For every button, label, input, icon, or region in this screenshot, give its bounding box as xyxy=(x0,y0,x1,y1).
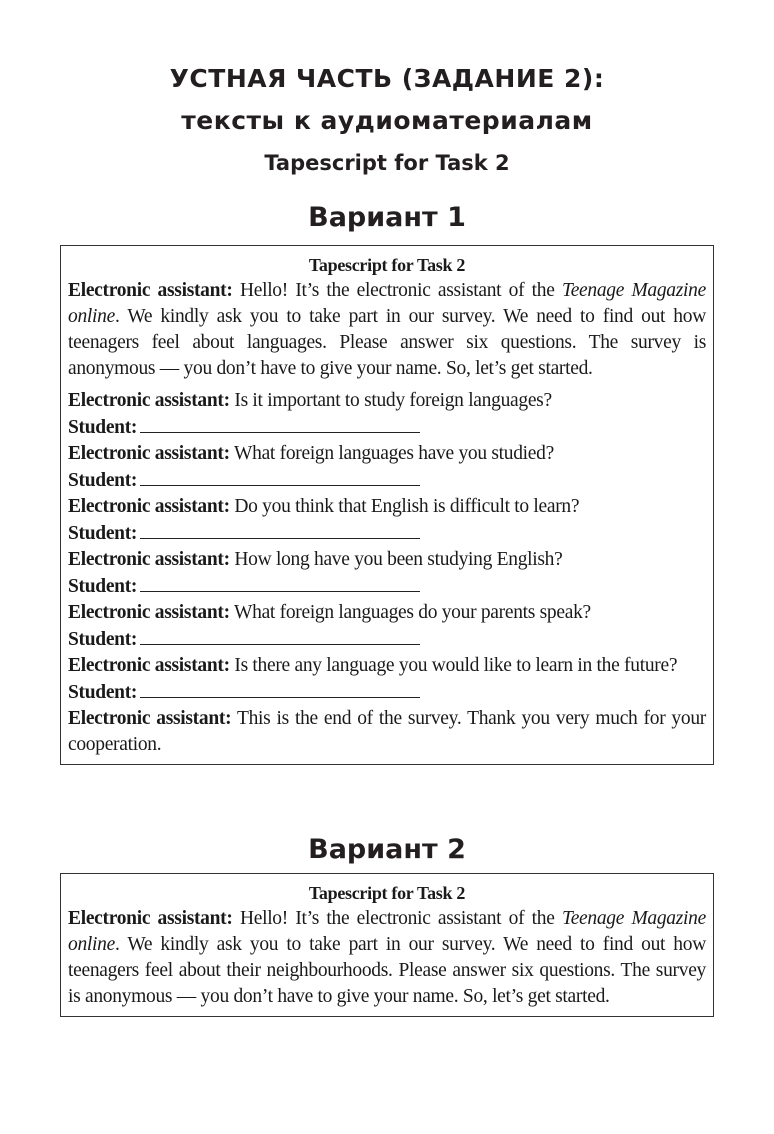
dialogue-line xyxy=(68,706,706,758)
dialogue xyxy=(68,388,706,758)
answer-blank xyxy=(140,679,420,698)
question-text: Is it important to study foreign languages? xyxy=(229,390,552,411)
dialogue-line xyxy=(68,520,706,547)
speaker: Student: xyxy=(68,470,138,491)
speaker: Student: xyxy=(68,523,138,544)
speaker: Electronic assistant: xyxy=(68,708,232,729)
tapescript-title: Tapescript for Task 2 xyxy=(308,255,466,275)
speaker: Student: xyxy=(68,629,138,650)
dialogue-line xyxy=(68,573,706,600)
section-subtitle-english: Tapescript for Task 2 xyxy=(264,151,510,175)
dialogue-line xyxy=(68,494,706,520)
dialogue-line xyxy=(68,467,706,494)
speaker: Electronic assistant: xyxy=(68,655,230,676)
variant-1-title: Вариант 1 xyxy=(308,202,466,233)
intro-text: Hello! It’s the electronic assistant of the xyxy=(232,280,562,301)
speaker: Student: xyxy=(68,576,138,597)
speaker: Electronic assistant: xyxy=(68,496,230,517)
intro-text: Hello! It’s the electronic assistant of the xyxy=(232,908,562,929)
speaker: Electronic assistant: xyxy=(68,908,233,929)
dialogue-line xyxy=(68,679,706,706)
magazine-name: Teenage Magazine online xyxy=(68,280,706,327)
intro-paragraph xyxy=(68,906,706,1010)
intro-paragraph xyxy=(68,278,706,382)
magazine-name: Teenage Magazine online xyxy=(68,908,706,955)
speaker: Electronic assistant: xyxy=(68,280,233,301)
dialogue-line xyxy=(68,547,706,573)
question-text: Do you think that English is difficult to learn? xyxy=(229,496,580,517)
speaker: Student: xyxy=(68,682,138,703)
answer-blank xyxy=(140,573,420,592)
intro-text: . We kindly ask you to take part in our survey. We need to find out how teenagers feel about languages. Please answer six questions. The survey is anonymous — you don’t have to give your name. So, let’s get started. xyxy=(68,306,706,379)
dialogue-line xyxy=(68,441,706,467)
speaker: Electronic assistant: xyxy=(68,390,230,411)
variant-1-tapescript-box xyxy=(60,245,714,765)
question-text: This is the end of the survey. Thank you very much for your cooperation. xyxy=(68,708,706,755)
dialogue-line xyxy=(68,388,706,414)
answer-blank xyxy=(140,626,420,645)
answer-blank xyxy=(140,467,420,486)
dialogue-line xyxy=(68,600,706,626)
intro-text: . We kindly ask you to take part in our survey. We need to find out how teenagers feel about their neighbourhoods. Please answer six questions. The survey is anonymous — you don’t have to give your name. So, let’s get started. xyxy=(68,934,706,1007)
question-text: What foreign languages have you studied? xyxy=(229,443,554,464)
dialogue-line xyxy=(68,626,706,653)
answer-blank xyxy=(140,414,420,433)
section-subtitle: тексты к аудиоматериалам xyxy=(181,106,593,135)
speaker: Electronic assistant: xyxy=(68,602,230,623)
tapescript-title: Tapescript for Task 2 xyxy=(308,883,466,903)
question-text: What foreign languages do your parents speak? xyxy=(229,602,591,623)
speaker: Electronic assistant: xyxy=(68,549,230,570)
question-text: How long have you been studying English? xyxy=(229,549,563,570)
dialogue-line xyxy=(68,414,706,441)
speaker: Electronic assistant: xyxy=(68,443,230,464)
speaker: Student: xyxy=(68,417,138,438)
section-title: УСТНАЯ ЧАСТЬ (ЗАДАНИЕ 2): xyxy=(169,64,605,93)
question-text: Is there any language you would like to learn in the future? xyxy=(229,655,678,676)
variant-2-title: Вариант 2 xyxy=(308,834,466,865)
dialogue-line xyxy=(68,653,706,679)
variant-2-tapescript-box xyxy=(60,873,714,1017)
answer-blank xyxy=(140,520,420,539)
